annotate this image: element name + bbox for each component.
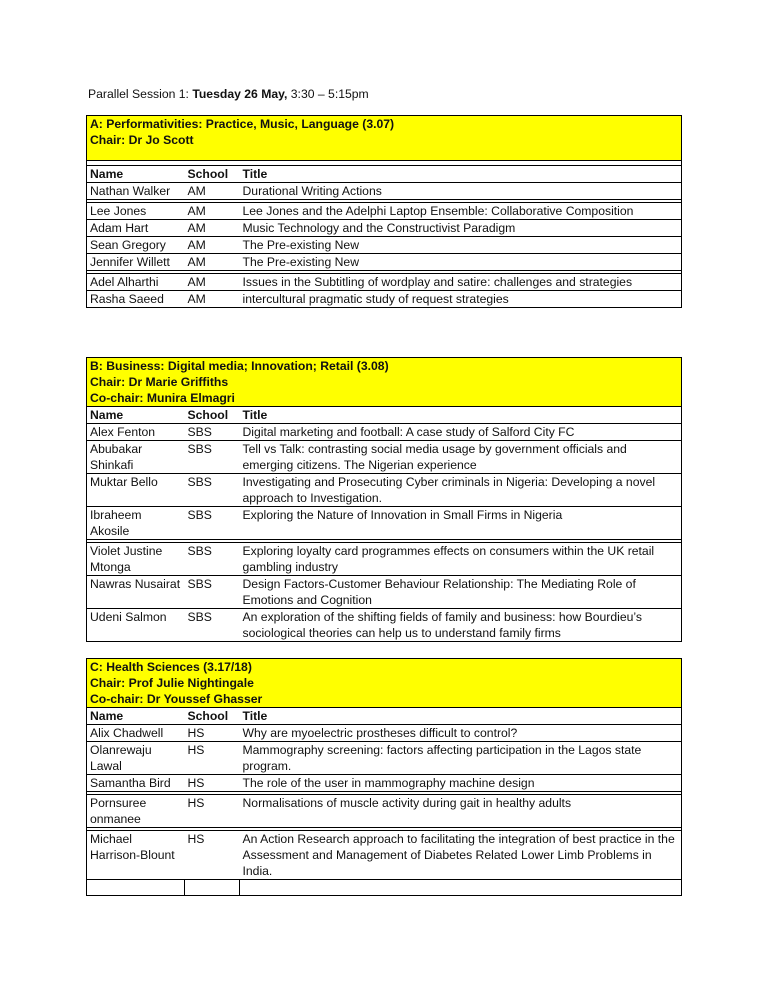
session-title: B: Business: Digital media; Innovation; Retail (3.08) [90, 359, 389, 373]
school-code: HS [185, 775, 240, 792]
session-title: C: Health Sciences (3.17/18) [90, 660, 252, 674]
school-code: SBS [185, 543, 240, 576]
school-code: SBS [185, 609, 240, 642]
empty-cell [87, 880, 185, 896]
presenter-name: Olanrewaju Lawal [87, 742, 185, 775]
col-name: Name [87, 407, 185, 424]
col-title: Title [240, 166, 682, 183]
talk-title: The Pre-existing New [240, 237, 682, 254]
talk-title: Design Factors-Customer Behaviour Relationship: The Mediating Role of Emotions and Cognition [240, 576, 682, 609]
table-row [87, 831, 682, 880]
table-row [87, 237, 682, 254]
table-row [87, 795, 682, 828]
presenter-name: Sean Gregory [87, 237, 185, 254]
talk-title: Mammography screening: factors affecting participation in the Lagos state program. [240, 742, 682, 775]
school-code: AM [185, 220, 240, 237]
presenter-name: Violet Justine Mtonga [87, 543, 185, 576]
table-row [87, 203, 682, 220]
talk-title: Tell vs Talk: contrasting social media usage by government officials and emerging citizens. The Nigerian experience [240, 441, 682, 474]
session-a-table [86, 115, 682, 308]
session-chair: Chair: Dr Marie Griffiths [90, 375, 229, 389]
heading-time: 3:30 – 5:15pm [287, 87, 369, 101]
table-row [87, 725, 682, 742]
presenter-name: Nawras Nusairat [87, 576, 185, 609]
presenter-name: Udeni Salmon [87, 609, 185, 642]
session-b-table [86, 357, 682, 642]
session-chair: Chair: Prof Julie Nightingale [90, 676, 254, 690]
talk-title: Music Technology and the Constructivist Paradigm [240, 220, 682, 237]
table-row [87, 609, 682, 642]
presenter-name: Michael Harrison-Blount [87, 831, 185, 880]
school-code: AM [185, 237, 240, 254]
empty-row [87, 880, 682, 896]
presenter-name: Lee Jones [87, 203, 185, 220]
table-row [87, 543, 682, 576]
school-code: SBS [185, 474, 240, 507]
presenter-name: Alex Fenton [87, 424, 185, 441]
table-row [87, 291, 682, 308]
session-a-header [87, 116, 682, 161]
presenter-name: Adel Alharthi [87, 274, 185, 291]
presenter-name: Rasha Saeed [87, 291, 185, 308]
session-c-header [87, 659, 682, 708]
table-row [87, 220, 682, 237]
school-code: SBS [185, 576, 240, 609]
col-title: Title [240, 708, 682, 725]
col-school: School [185, 708, 240, 725]
school-code: AM [185, 291, 240, 308]
school-code: AM [185, 274, 240, 291]
talk-title: The role of the user in mammography machine design [240, 775, 682, 792]
school-code: AM [185, 203, 240, 220]
table-row [87, 424, 682, 441]
presenter-name: Alix Chadwell [87, 725, 185, 742]
talk-title: Why are myoelectric prostheses difficult to control? [240, 725, 682, 742]
talk-title: An exploration of the shifting fields of family and business: how Bourdieu’s sociological theories can help us to understand family firms [240, 609, 682, 642]
talk-title: Lee Jones and the Adelphi Laptop Ensemble: Collaborative Composition [240, 203, 682, 220]
talk-title: Investigating and Prosecuting Cyber criminals in Nigeria: Developing a novel approach to Investigation. [240, 474, 682, 507]
column-header-row [87, 407, 682, 424]
school-code: SBS [185, 507, 240, 540]
talk-title: Exploring loyalty card programmes effects on consumers within the UK retail gambling industry [240, 543, 682, 576]
presenter-name: Jennifer Willett [87, 254, 185, 271]
session-cochair: Co-chair: Munira Elmagri [90, 391, 235, 405]
heading-date: Tuesday 26 May, [192, 87, 288, 101]
table-row [87, 274, 682, 291]
col-school: School [185, 407, 240, 424]
talk-title: Normalisations of muscle activity during gait in healthy adults [240, 795, 682, 828]
presenter-name: Nathan Walker [87, 183, 185, 200]
col-name: Name [87, 708, 185, 725]
page-heading [88, 86, 369, 102]
talk-title: Exploring the Nature of Innovation in Small Firms in Nigeria [240, 507, 682, 540]
table-row [87, 775, 682, 792]
school-code: SBS [185, 424, 240, 441]
talk-title: intercultural pragmatic study of request strategies [240, 291, 682, 308]
talk-title: Durational Writing Actions [240, 183, 682, 200]
session-b-header [87, 358, 682, 407]
presenter-name: Muktar Bello [87, 474, 185, 507]
session-title: A: Performativities: Practice, Music, Language (3.07) [90, 117, 395, 131]
school-code: SBS [185, 441, 240, 474]
table-row [87, 441, 682, 474]
presenter-name: Samantha Bird [87, 775, 185, 792]
heading-prefix: Parallel Session 1: [88, 87, 193, 101]
talk-title: The Pre-existing New [240, 254, 682, 271]
table-row [87, 576, 682, 609]
school-code: AM [185, 254, 240, 271]
presenter-name: Ibraheem Akosile [87, 507, 185, 540]
talk-title: Issues in the Subtitling of wordplay and satire: challenges and strategies [240, 274, 682, 291]
presenter-name: Adam Hart [87, 220, 185, 237]
col-school: School [185, 166, 240, 183]
table-row [87, 474, 682, 507]
school-code: HS [185, 725, 240, 742]
col-name: Name [87, 166, 185, 183]
column-header-row [87, 166, 682, 183]
session-c-table [86, 658, 682, 896]
school-code: HS [185, 831, 240, 880]
school-code: HS [185, 742, 240, 775]
table-row [87, 507, 682, 540]
presenter-name: Pornsuree onmanee [87, 795, 185, 828]
table-row [87, 742, 682, 775]
column-header-row [87, 708, 682, 725]
presenter-name: Abubakar Shinkafi [87, 441, 185, 474]
school-code: AM [185, 183, 240, 200]
talk-title: Digital marketing and football: A case study of Salford City FC [240, 424, 682, 441]
table-row [87, 183, 682, 200]
empty-cell [185, 880, 240, 896]
talk-title: An Action Research approach to facilitating the integration of best practice in the Assessment and Management of Diabetes Related Lower Limb Problems in India. [240, 831, 682, 880]
session-cochair: Co-chair: Dr Youssef Ghasser [90, 692, 263, 706]
col-title: Title [240, 407, 682, 424]
empty-cell [240, 880, 682, 896]
session-chair: Chair: Dr Jo Scott [90, 133, 194, 147]
school-code: HS [185, 795, 240, 828]
table-row [87, 254, 682, 271]
